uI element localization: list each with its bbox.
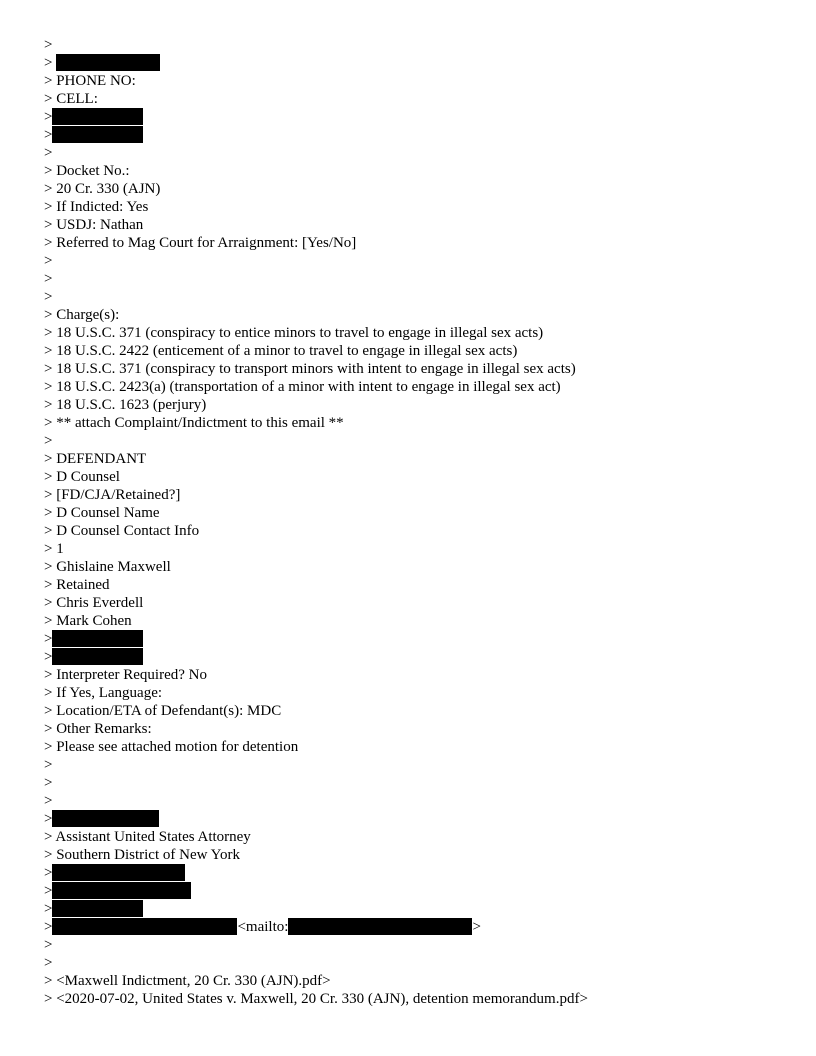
table-value-line: > Ghislaine Maxwell: [44, 559, 171, 575]
remarks-value-line: > Please see attached motion for detention: [44, 739, 299, 755]
quoted-line-empty: >: [44, 37, 53, 53]
quoted-line-empty: >: [44, 253, 53, 269]
table-header-line: > DEFENDANT: [44, 451, 147, 467]
attachment-link[interactable]: <Maxwell Indictment, 20 Cr. 330 (AJN).pdf>: [56, 973, 331, 989]
table-header-line: > D Counsel Contact Info: [44, 523, 200, 539]
charge-line: > 18 U.S.C. 371 (conspiracy to entice minors to travel to engage in illegal sex acts): [44, 325, 544, 341]
attachment-line[interactable]: > <Maxwell Indictment, 20 Cr. 330 (AJN).pdf>: [44, 973, 331, 989]
quoted-line-empty: >: [44, 757, 53, 773]
quoted-line-redacted: >: [44, 54, 784, 72]
attachment-link[interactable]: <2020-07-02, United States v. Maxwell, 20 Cr. 330 (AJN), detention memorandum.pdf>: [56, 991, 588, 1007]
quoted-line-empty: >: [44, 793, 53, 809]
quoted-line-redacted: >: [44, 882, 784, 900]
signature-district-line: > Southern District of New York: [44, 847, 240, 863]
signature-title-line: > Assistant United States Attorney: [44, 829, 251, 845]
table-header-line: > [FD/CJA/Retained?]: [44, 487, 181, 503]
referred-line: > Referred to Mag Court for Arraignment: [Yes/No]: [44, 235, 357, 251]
attach-note-line: > ** attach Complaint/Indictment to this email **: [44, 415, 344, 431]
redaction-bar: [52, 864, 185, 881]
charge-line: > 18 U.S.C. 371 (conspiracy to transport minors with intent to engage in illegal sex acts): [44, 361, 576, 377]
attachment-line[interactable]: > <2020-07-02, United States v. Maxwell, 20 Cr. 330 (AJN), detention memorandum.pdf>: [44, 991, 588, 1007]
usdj-line: > USDJ: Nathan: [44, 217, 144, 233]
quoted-line-empty: >: [44, 937, 53, 953]
charge-line: > 18 U.S.C. 2422 (enticement of a minor to travel to engage in illegal sex acts): [44, 343, 518, 359]
redaction-bar: [56, 54, 160, 71]
quoted-line-redacted: >: [44, 864, 784, 882]
email-line: > <mailto: >: [44, 919, 481, 935]
table-header-line: > D Counsel: [44, 469, 120, 485]
quoted-line-empty: >: [44, 433, 53, 449]
table-value-line: > Chris Everdell: [44, 595, 144, 611]
table-header-line: > D Counsel Name: [44, 505, 160, 521]
email-body: [44, 36, 784, 1008]
cell-label-line: > CELL:: [44, 91, 98, 107]
location-line: > Location/ETA of Defendant(s): MDC: [44, 703, 282, 719]
redaction-bar: [52, 918, 237, 935]
redaction-bar: [52, 126, 143, 143]
quoted-line-redacted: >: [44, 900, 784, 918]
remarks-label-line: > Other Remarks:: [44, 721, 152, 737]
quoted-line-empty: >: [44, 271, 53, 287]
quoted-line-redacted: >: [44, 108, 784, 126]
charge-line: > 18 U.S.C. 2423(a) (transportation of a minor with intent to engage in illegal sex act): [44, 379, 561, 395]
table-value-line: > Retained: [44, 577, 110, 593]
redaction-bar: [52, 900, 143, 917]
quoted-line-empty: >: [44, 145, 53, 161]
quoted-line-empty: >: [44, 775, 53, 791]
redaction-bar: [52, 108, 143, 125]
table-value-line: > 1: [44, 541, 64, 557]
quoted-line-empty: >: [44, 289, 53, 305]
redaction-bar: [52, 648, 143, 665]
quoted-line-redacted: >: [44, 648, 784, 666]
docket-label-line: > Docket No.:: [44, 163, 130, 179]
phone-label-line: > PHONE NO:: [44, 73, 136, 89]
indicted-line: > If Indicted: Yes: [44, 199, 149, 215]
redaction-bar: [52, 882, 191, 899]
interpreter-line: > Interpreter Required? No: [44, 667, 207, 683]
redaction-bar: [288, 918, 472, 935]
quoted-line-empty: >: [44, 955, 53, 971]
quoted-line-redacted: >: [44, 126, 784, 144]
redaction-bar: [52, 810, 159, 827]
language-line: > If Yes, Language:: [44, 685, 163, 701]
charge-line: > 18 U.S.C. 1623 (perjury): [44, 397, 207, 413]
quoted-line-redacted: >: [44, 630, 784, 648]
redaction-bar: [52, 630, 143, 647]
table-value-line: > Mark Cohen: [44, 613, 132, 629]
docket-value-line: > 20 Cr. 330 (AJN): [44, 181, 161, 197]
charges-label-line: > Charge(s):: [44, 307, 120, 323]
signature-name-redacted: >: [44, 810, 784, 828]
